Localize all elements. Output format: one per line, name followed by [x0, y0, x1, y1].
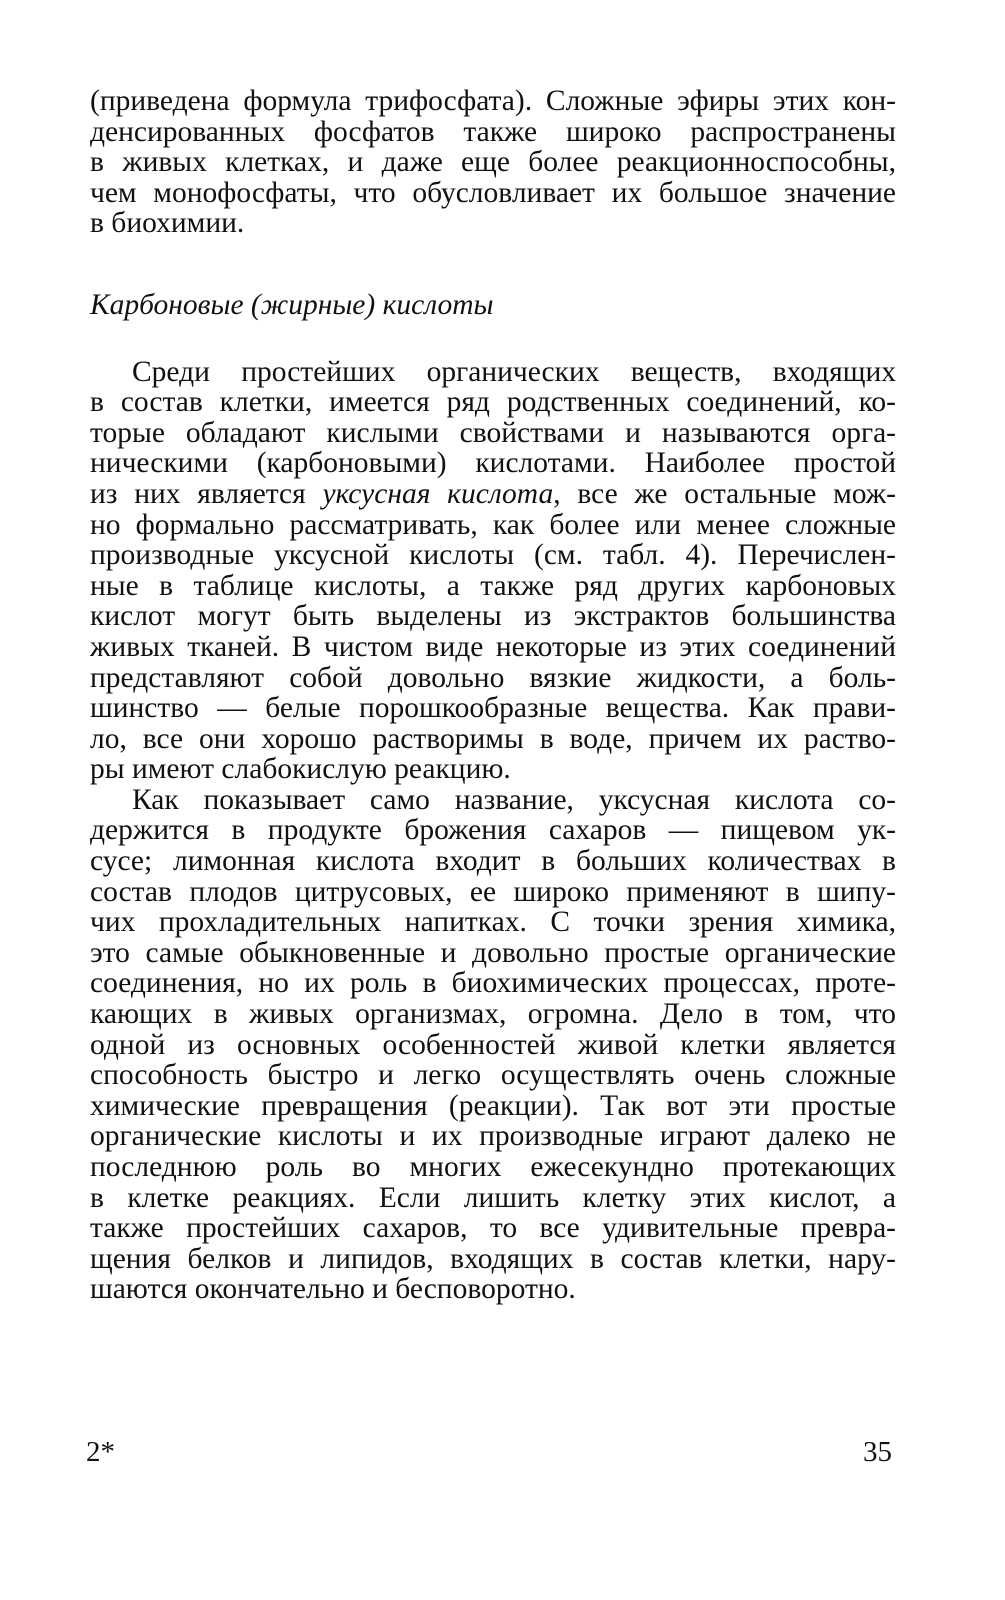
- text-line: в живых клетках, и даже еще более реакционноспособны,: [90, 146, 896, 179]
- text-line: шинство — белые порошкообразные вещества. Как прави-: [90, 692, 896, 725]
- text-line: чих прохладительных напитках. С точки зрения химика,: [90, 906, 896, 939]
- text-line: живых тканей. В чистом виде некоторые из этих соединений: [90, 630, 896, 663]
- text-line: состав плодов цитрусовых, ее широко применяют в шипу-: [90, 875, 896, 908]
- paragraph-3: [90, 785, 896, 1305]
- text-line: чем монофосфаты, что обусловливает их большое значение: [90, 176, 896, 209]
- text-line: ные в таблице кислоты, а также ряд других карбоновых: [90, 569, 896, 602]
- page-number: 35: [863, 1436, 892, 1468]
- text-line: торые обладают кислыми свойствами и называются орга-: [90, 416, 896, 449]
- text-line: также простейших сахаров, то все удивительные превра-: [90, 1212, 896, 1245]
- text-line: органические кислоты и их производные играют далеко не: [90, 1120, 896, 1153]
- text-line: сусе; лимонная кислота входит в больших количествах в: [90, 845, 896, 878]
- text-line: производные уксусной кислоты (см. табл. 4). Перечислен-: [90, 539, 896, 572]
- text-line: ло, все они хорошо растворимы в воде, причем их раство-: [90, 722, 896, 755]
- text-line: (приведена формула трифосфата). Сложные эфиры этих кон-: [90, 85, 896, 117]
- text-line: щения белков и липидов, входящих в состав клетки, нару-: [90, 1242, 896, 1275]
- text-line: ры имеют слабокислую реакцию.: [90, 753, 511, 786]
- text-line: Среди простейших органических веществ, входящих: [132, 355, 896, 388]
- signature-mark: 2*: [86, 1436, 115, 1468]
- text-line: но формально рассматривать, как более или менее сложные: [90, 508, 896, 541]
- text-line: представляют собой довольно вязкие жидкости, а боль-: [90, 661, 896, 694]
- text-line: способность быстро и легко осуществлять очень сложные: [90, 1059, 896, 1092]
- text-line: в клетке реакциях. Если лишить клетку этих кислот, а: [90, 1181, 896, 1214]
- text-line: Как показывает само название, уксусная кислота со-: [132, 783, 896, 816]
- text-line: кислот могут быть выделены из экстрактов большинства: [90, 600, 896, 633]
- text-line: химические превращения (реакции). Так вот эти простые: [90, 1089, 896, 1122]
- text-line: последнюю роль во многих ежесекундно протекающих: [90, 1151, 896, 1183]
- text-line: в биохимии.: [90, 207, 245, 240]
- text-fragment: из них является: [90, 477, 323, 510]
- text-line: соединения, но их роль в биохимических процессах, проте-: [90, 967, 896, 1000]
- text-line: в состав клетки, имеется ряд родственных соединений, ко-: [90, 386, 896, 419]
- text-line: одной из основных особенностей живой клетки является: [90, 1028, 896, 1061]
- text-line: это самые обыкновенные и довольно простые органические: [90, 936, 896, 969]
- text-line: [90, 479, 896, 510]
- paragraph-2: [90, 357, 896, 785]
- paragraph-1: [90, 86, 896, 239]
- text-line: денсированных фосфатов также широко распространены: [90, 115, 896, 148]
- text-line: шаются окончательно и бесповоротно.: [90, 1273, 576, 1306]
- text-fragment: , все же остальные мож-: [553, 477, 896, 510]
- text-line: кающих в живых организмах, огромна. Дело в том, что: [90, 998, 896, 1031]
- text-line: держится в продукте брожения сахаров — пищевом ук-: [90, 814, 896, 847]
- section-heading: Карбоновые (жирные) кислоты: [90, 288, 494, 321]
- page-body: [90, 86, 896, 1305]
- emphasized-term: уксусная кислота: [322, 477, 554, 510]
- text-line: ническими (карбоновыми) кислотами. Наиболее простой: [90, 447, 896, 480]
